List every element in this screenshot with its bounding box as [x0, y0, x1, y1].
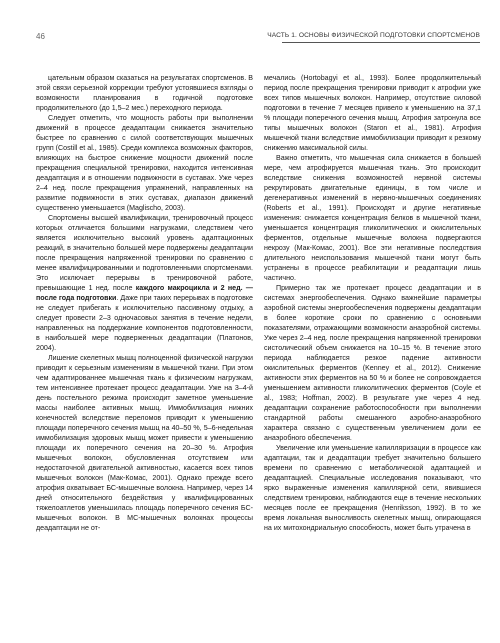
paragraph: Лишение скелетных мышц полноценной физической нагрузки приводит к серьезным изменениям в мышечной ткани. При этом чем адаптированнее мышечная ткань к физическим нагрузкам, тем интенсивнее протекает процесс деадаптации. Уже на 3–4-й день постельного режима происходит заметное уменьшение массы наиболее активных мышц. Иммобилизация нижних конечностей вследствие переломов приводит к уменьшению площади поперечного сечения мышц на 40–50 %, 5–6-недельная иммобилизация здоровых мышц может привести к уменьшению площади их поперечного сечения на 20–30 %. Атрофия мышечных волокон, обусловленная отсутствием или недостаточной двигательной активностью, касается всех типов мышечных волокон (Мак-Комас, 2001). Однако прежде всего атрофия охватывает БС-мышечные волокна. Например, через 14 дней относительного бездействия у квалифицированных тяжелоатлетов уменьшилась площадь поперечного сечения БС-мышечных волокон. В МС-мышечных волокнах процессы деадаптации не от-	[36, 354, 253, 532]
paragraph: мечались (Hortobagyi et al., 1993). Более продолжительный период после прекращения тренировки приводит к атрофии уже всех типов мышечных волокон. Например, отсутствие силовой подготовки в течение 7 месяцев привело к уменьшению на 37,1 % площади поперечного сечения мышц. Атрофия затронула все типы мышечных волокон (Staron et al., 1981). Атрофия мышечной ткани вследствие иммобилизации приводит к резкому снижению максимальной силы.	[264, 74, 481, 152]
running-head: ЧАСТЬ 1. ОСНОВЫ ФИЗИЧЕСКОЙ ПОДГОТОВКИ СПОРТСМЕНОВ	[267, 32, 480, 39]
left-column	[36, 73, 253, 533]
paragraph: цательным образом сказаться на результатах спортсменов. В этой связи серьезной коррекции требуют устоявшиеся взгляды о возможности планирования в годичной подготовке продолжительного (до 1,5–2 мес.) переходного периода.	[36, 74, 253, 112]
paragraph: Примерно так же протекает процесс деадаптации и в системах энергообеспечения. Однако важнейшие параметры аэробной системы энергообеспечения подвержены деадаптации в более короткие сроки по сравнению с основными показателями, отражающими возможности анаэробной системы. Уже через 2–4 нед. после прекращения напряженной тренировки систолический объем снижается на 10–15 %. В течение этого периода наблюдается резкое падение активности окислительных ферментов (Kenney et al., 2012). Снижение активности этих ферментов на 50 % и более не сопровождается уменьшением активности гликолитических ферментов (Coyle et al., 1983; Hoffman, 2002). В результате уже через 4 нед. деадаптации сохранение работоспособности при выполнении стандартной работы смешанного аэробно-анаэробного характера связано с существенным увеличением доли ее анаэробного обеспечения.	[264, 284, 481, 442]
paragraph: Важно отметить, что мышечная сила снижается в большей мере, чем атрофируется мышечная ткань. Это происходит вследствие снижения возможностей нервной системы рекрутировать двигательные единицы, в том числе и дегенеративных изменений в нервно-мышечных соединениях (Roberts et al., 1991). Происходят и другие негативные изменения: снижается концентрация белков в мышечной ткани, уменьшается концентрация гликолитических и окислительных ферментов, отдельные мышечные волокна подвергаются некрозу (Мак-Комас, 2001). Все эти негативные последствия длительного неиспользования мышечной ткани могут быть устранены в процессе реабилитации и реадаптации лишь частично.	[264, 154, 481, 282]
paragraph: Спортсмены высшей квалификации, тренировочный процесс которых отличается большими нагрузками, следствием чего является исключительно высокий уровень адаптационных реакций, в значительно большей мере подвержены деадаптации после прекращения напряженной тренировки по сравнению с менее квалифицированными и подготовленными спортсменами. Это исключает перерывы в тренировочной работе, превышающие 1 нед. после каждого макроцикла и 2 нед. — после года подготовки. Даже при таких перерывах в подготовке не следует прибегать к исключительно пассивному отдыху, а следует провести 2–3 одночасовых занятия в течение недели, направленных на поддержание компонентов подготовленности, в наибольшей мере подверженных деадаптации (Платонов, 2004).	[36, 214, 254, 352]
paragraph: Следует отметить, что мощность работы при выполнении движений в процессе деадаптации снижается значительно быстрее по сравнению с силой соответствующих мышечных групп (Costill et al., 1985). Среди комплекса возможных факторов, влияющих на быстрое снижение мощности движений после прекращения специальной тренировки, находится интенсивная деадаптация и в отношении подвижности в суставах. Уже через 2–4 нед. после прекращения упражнений, направленных на развитие подвижности в этих суставах, диапазон движений существенно уменьшается (Maglischo, 2003).	[36, 114, 253, 212]
right-column	[264, 73, 481, 533]
header-rule	[282, 42, 480, 43]
page-header	[0, 32, 500, 48]
paragraph: Увеличение или уменьшение капилляризации в процессе как адаптации, так и деадаптации требует значительно большего времени по сравнению с метаболической адаптацией и деадаптацией. Специальные исследования показывают, что ярко выраженные изменения капиллярной сети, явившиеся следствием тренировки, наблюдаются еще в течение нескольких месяцев после ее прекращения (Henriksson, 1992). В то же время локальная выносливость скелетных мышц, опирающаяся на их митохондриальную способность, может быть утрачена в	[264, 444, 481, 532]
page-number: 46	[36, 32, 45, 41]
emphasis-text: каждого макроцикла и 2 нед. — после года подготовки	[36, 284, 254, 302]
